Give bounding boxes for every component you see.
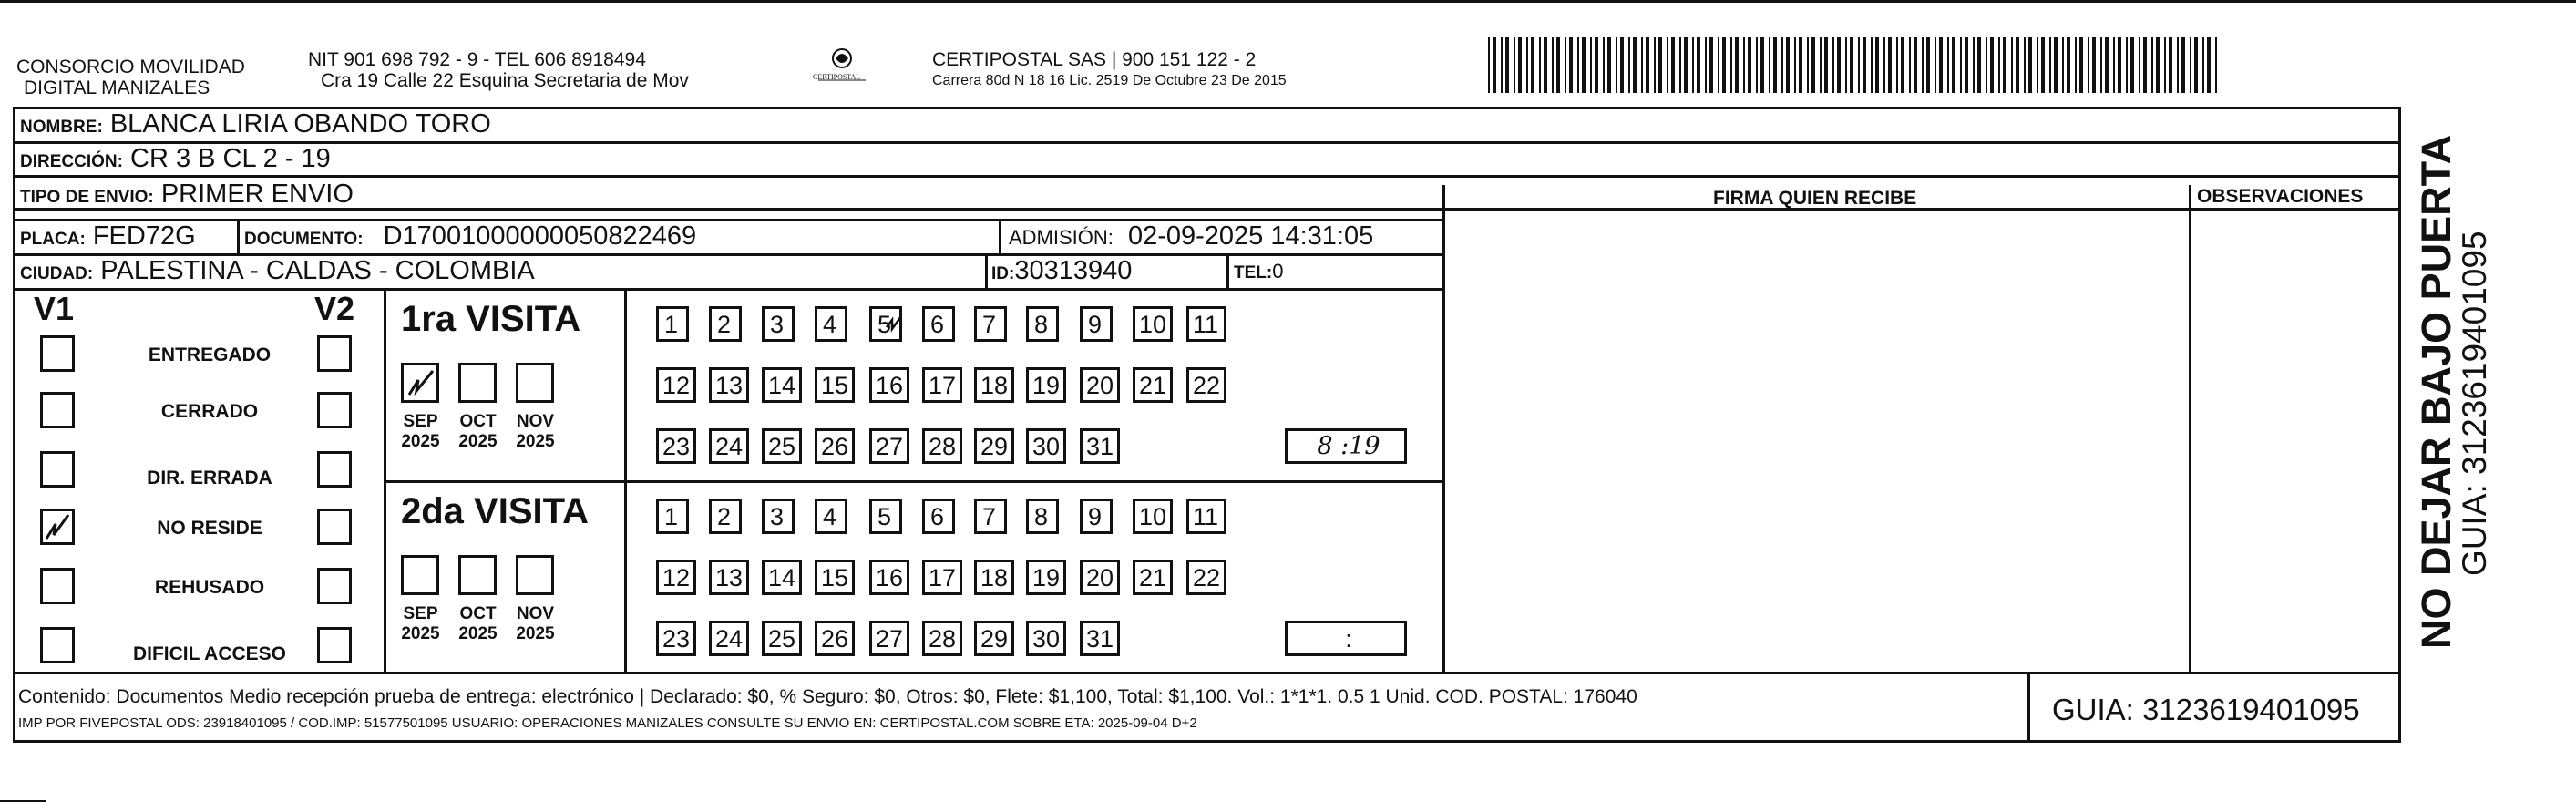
admision-label: ADMISIÓN: [1009,226,1114,249]
direccion-label: DIRECCIÓN: [20,152,123,171]
barcode-bar [1646,37,1649,93]
barcode-bar [1679,37,1681,93]
v2-checkbox-3[interactable] [317,509,352,545]
first-visit-month-label-nov [510,412,560,452]
tel-field [1234,260,1283,283]
tel-value: 0 [1272,260,1284,283]
second-visit-day-15[interactable]: 15 [815,560,855,595]
barcode-bar [1947,37,1949,93]
barcode-bar [2143,37,2147,93]
barcode-bar [1620,37,1624,93]
barcode-bar [1896,37,1898,93]
v2-checkbox-0[interactable] [317,335,352,372]
form-frame [13,107,2401,743]
month-name: SEP [403,604,438,623]
top-edge-line [0,0,2576,3]
second-visit-day-9[interactable]: 9 [1080,499,1113,534]
barcode-bar [1799,37,1802,93]
first-visit-day-28[interactable]: 28 [922,428,962,464]
tipo-label: TIPO DE ENVIO: [20,188,154,207]
first-visit-month-checkbox-sep[interactable] [401,363,439,403]
barcode-bar [1718,37,1719,93]
row-line-7 [13,672,2401,674]
documento-value: D17001000000050822469 [383,221,697,251]
first-visit-day-18[interactable]: 18 [974,367,1014,403]
first-visit-day-6[interactable]: 6 [922,306,955,342]
documento-label: DOCUMENTO: [244,230,364,249]
barcode-bar [1722,37,1726,93]
firma-header: FIRMA QUIEN RECIBE [1713,188,1917,209]
barcode-bar [1837,37,1841,93]
second-visit-day-11[interactable]: 11 [1186,499,1226,534]
certipostal-logo-icon [815,46,869,93]
col-line-id [985,253,988,290]
check-mark-icon [43,511,72,542]
barcode-bar [2207,37,2211,93]
barcode-bar [1990,37,1994,93]
barcode-bar [2054,37,2058,93]
col-line-guia [2027,672,2030,743]
v1-checkbox-2[interactable] [40,451,75,488]
month-name: SEP [403,412,438,431]
barcode-bar [2024,37,2026,93]
v2-header: V2 [314,290,355,327]
barcode-bar [1544,37,1547,93]
second-visit-day-7[interactable]: 7 [974,499,1007,534]
barcode-bar [2130,37,2134,93]
barcode-bar [1501,37,1503,93]
second-visit-month-checkbox-nov[interactable] [516,555,554,595]
second-visit-day-21[interactable]: 21 [1133,560,1173,595]
certipostal-address: Carrera 80d N 18 16 Lic. 2519 De Octubre 23 De 2015 [932,73,1287,88]
barcode-bar [1811,37,1815,93]
barcode-bar [1986,37,1987,93]
second-visit-time-field[interactable]: : [1285,621,1407,656]
side-warning: NO DEJAR BAJO PUERTA [2413,134,2459,649]
status-label-2: DIR. ERRADA [147,468,272,488]
barcode-bar [1531,37,1534,93]
first-visit-day-20[interactable]: 20 [1080,367,1120,403]
first-visit-day-16[interactable]: 16 [869,367,909,403]
col-line-tel [1226,253,1229,290]
first-visit-day-3[interactable]: 3 [762,306,795,342]
footer-guia: GUIA: 3123619401095 [2052,693,2360,726]
first-visit-day-4[interactable]: 4 [815,306,847,342]
first-visit-day-7[interactable]: 7 [974,306,1007,342]
first-visit-day-21[interactable]: 21 [1133,367,1173,403]
barcode-bar [1935,37,1936,93]
month-name: NOV [516,412,555,431]
barcode-bar [2079,37,2083,93]
footer-line2: IMP POR FIVEPOSTAL ODS: 23918401095 / COD.IMP: 51577501095 USUARIO: OPERACIONES MANIZALES CONSULTE SU ENVIO EN: CERTIPOSTAL.COM SOBRE ETA: 2025-09-04 D+2 [18,715,1197,731]
barcode-bar [1748,37,1751,93]
v2-checkbox-4[interactable] [317,568,352,604]
first-visit-day-26[interactable]: 26 [815,428,855,464]
second-visit-day-1[interactable]: 1 [656,499,689,534]
barcode-bar [1697,37,1700,93]
id-field [991,256,1132,286]
barcode-bar [1641,37,1643,93]
barcode-bar [2003,37,2006,93]
second-visit-day-4[interactable]: 4 [815,499,847,534]
ciudad-value: PALESTINA - CALDAS - COLOMBIA [100,256,535,285]
second-visit-day-3[interactable]: 3 [762,499,795,534]
company-name [16,57,245,98]
barcode-bar [1518,37,1522,93]
ciudad-label: CIUDAD: [20,264,94,283]
second-visit-day-18[interactable]: 18 [974,560,1014,595]
barcode-bar [1850,37,1853,93]
admision-field [1009,221,1373,252]
barcode-bar [2190,37,2191,93]
barcode-bar [1526,37,1528,93]
nombre-label: NOMBRE: [20,118,103,137]
barcode-bar [1977,37,1981,93]
first-visit-day-15[interactable]: 15 [815,367,855,403]
barcode-bar [1845,37,1847,93]
barcode-bar [1633,37,1637,93]
barcode-bar [1654,37,1656,93]
barcode-bar [2041,37,2045,93]
barcode-bar [1582,37,1586,93]
tel-label: TEL: [1234,263,1273,283]
barcode-bar [2062,37,2064,93]
placa-label: PLACA: [20,230,86,249]
barcode-bar [1883,37,1885,93]
first-visit-day-22[interactable]: 22 [1186,367,1226,403]
barcode-bar [1832,37,1834,93]
second-visit-day-2[interactable]: 2 [709,499,742,534]
barcode-bar [1552,37,1554,93]
barcode-bar [1939,37,1943,93]
barcode-bar [2075,37,2077,93]
barcode-bar [1607,37,1611,93]
second-visit-day-12[interactable]: 12 [656,560,696,595]
barcode-bar [2139,37,2140,93]
direccion-field [20,144,331,174]
month-year: 2025 [516,624,555,643]
barcode-bar [1781,37,1783,93]
barcode-bar [2169,37,2172,93]
v1-checkbox-3[interactable] [40,509,75,545]
certipostal-name: CERTIPOSTAL SAS | 900 151 122 - 2 [932,49,1257,70]
second-visit-day-13[interactable]: 13 [709,560,749,595]
barcode-bar [2067,37,2070,93]
second-visit-day-22[interactable]: 22 [1186,560,1226,595]
first-visit-day-11[interactable]: 11 [1186,306,1226,342]
check-mark-icon [885,314,903,333]
barcode-bar [1616,37,1617,93]
barcode-bar [1743,37,1745,93]
barcode-bar [1909,37,1911,93]
col-line-placa [237,219,240,255]
barcode-bar [2181,37,2185,93]
barcode-bar [1756,37,1758,93]
status-label-1: CERRADO [160,401,259,422]
barcode-bar [1569,37,1573,93]
first-visit-day-14[interactable]: 14 [762,367,802,403]
barcode-bar [1603,37,1605,93]
second-visit-day-14[interactable]: 14 [762,560,802,595]
barcode-bar [1628,37,1630,93]
first-visit-month-label-oct [453,412,503,452]
barcode-bar [1692,37,1694,93]
barcode-bar [2215,37,2217,93]
side-guia: GUIA: 3123619401095 [2456,231,2493,576]
status-label-3: NO RESIDE [157,518,262,539]
barcode-bar [1565,37,1566,93]
month-year: 2025 [516,432,555,451]
barcode-bar [2113,37,2115,93]
status-label-0: ENTREGADO [148,344,272,365]
barcode-bar [1493,37,1496,93]
barcode-bar [1760,37,1764,93]
barcode-bar [1794,37,1796,93]
first-visit-title: 1ra VISITA [401,299,581,339]
barcode-bar [2105,37,2109,93]
visit-divider [384,480,1443,483]
second-visit-day-25[interactable]: 25 [762,621,802,656]
barcode-bar [2202,37,2204,93]
company-line2: DIGITAL MANIZALES [24,77,210,98]
barcode-bar [1773,37,1777,93]
second-visit-day-31[interactable]: 31 [1080,621,1120,656]
company-contact [308,49,689,91]
first-visit-month-label-sep [395,412,446,452]
barcode-bar [1684,37,1688,93]
first-visit-day-24[interactable]: 24 [709,428,749,464]
first-visit-day-25[interactable]: 25 [762,428,802,464]
company-address: Cra 19 Calle 22 Esquina Secretaria de Mov [321,70,689,91]
barcode-bar [1556,37,1560,93]
col-line-observ [2189,185,2191,674]
barcode-bar [1705,37,1707,93]
barcode-bar [2037,37,2038,93]
first-visit-time-field[interactable]: 8 :19 [1285,428,1407,464]
placa-field [20,221,196,252]
barcode-bar [1875,37,1879,93]
barcode-bar [2092,37,2096,93]
first-visit-day-10[interactable]: 10 [1133,306,1173,342]
barcode-bar [1667,37,1668,93]
barcode-image [1488,37,2221,93]
barcode-bar [2118,37,2121,93]
barcode-bar [1735,37,1739,93]
barcode-bar [1858,37,1860,93]
first-visit-day-27[interactable]: 27 [869,428,909,464]
company-line1: CONSORCIO MOVILIDAD [16,57,245,77]
col-line-admision [999,219,1001,255]
barcode-bar [1952,37,1955,93]
col-line-status [384,288,386,673]
tipo-value: PRIMER ENVIO [160,180,354,209]
first-visit-day-31[interactable]: 31 [1080,428,1120,464]
barcode-bar [1888,37,1892,93]
first-visit-month-checkbox-oct[interactable] [458,363,497,403]
logo-text: CERTIPOSTAL [813,73,861,81]
v1-header: V1 [34,290,75,327]
nombre-value: BLANCA LIRIA OBANDO TORO [109,109,491,139]
v1-checkbox-4[interactable] [40,568,75,604]
barcode-bar [1709,37,1713,93]
tipo-field [20,180,354,210]
second-visit-title: 2da VISITA [401,491,589,531]
barcode [1488,37,2221,93]
v2-checkbox-1[interactable] [317,392,352,428]
barcode-bar [2151,37,2153,93]
first-visit-day-1[interactable]: 1 [656,306,689,342]
month-year: 2025 [458,624,498,643]
status-label-5: DIFICIL ACCESO [132,643,286,664]
second-visit-day-5[interactable]: 5 [869,499,902,534]
barcode-bar [1514,37,1515,93]
barcode-bar [2016,37,2019,93]
barcode-bar [1871,37,1873,93]
barcode-bar [1926,37,1930,93]
first-visit-day-30[interactable]: 30 [1026,428,1066,464]
barcode-bar [2028,37,2032,93]
nombre-field [20,109,491,139]
barcode-bar [1595,37,1598,93]
month-name: OCT [459,412,497,431]
firma-row-line [1442,208,2401,211]
v1-checkbox-0[interactable] [40,335,75,372]
row-line-2 [13,175,2401,178]
second-visit-day-17[interactable]: 17 [922,560,962,595]
barcode-bar [1960,37,1962,93]
barcode-bar [2011,37,2013,93]
barcode-bar [1730,37,1732,93]
documento-field [244,221,696,252]
barcode-bar [1590,37,1592,93]
second-visit-day-29[interactable]: 29 [974,621,1014,656]
barcode-bar [1505,37,1509,93]
check-mark-icon [404,365,436,400]
row-line-1 [13,141,2401,144]
v1-checkbox-5[interactable] [40,627,75,663]
first-visit-day-13[interactable]: 13 [709,367,749,403]
barcode-bar [2126,37,2128,93]
first-visit-day-23[interactable]: 23 [656,428,696,464]
second-visit-day-6[interactable]: 6 [922,499,955,534]
second-visit-day-19[interactable]: 19 [1026,560,1066,595]
barcode-bar [1965,37,1968,93]
month-year: 2025 [458,432,498,451]
second-visit-month-label-sep [395,604,446,644]
footer-line1: Contenido: Documentos Medio recepción prueba de entrega: electrónico | Declarado: $0, % Seguro: $0, Otros: $0, Flete: $1,100, Total: $1,100. Vol.: 1*1*1. 0.5 1 Unid. COD. POSTAL: 176040 [18,686,1637,707]
v2-checkbox-5[interactable] [317,627,352,663]
second-visit-day-10[interactable]: 10 [1133,499,1173,534]
status-label-4: REHUSADO [154,577,265,598]
barcode-bar [1671,37,1675,93]
second-visit-day-24[interactable]: 24 [709,621,749,656]
first-visit-day-8[interactable]: 8 [1026,306,1059,342]
second-visit-month-checkbox-sep[interactable] [401,555,439,595]
placa-value: FED72G [92,221,196,251]
first-visit-day-12[interactable]: 12 [656,367,696,403]
certipostal-logo [815,46,869,93]
second-visit-day-8[interactable]: 8 [1026,499,1059,534]
id-value: 30313940 [1014,256,1133,285]
col-line-firma [1442,185,1445,674]
second-visit-day-28[interactable]: 28 [922,621,962,656]
barcode-bar [1769,37,1770,93]
v1-checkbox-1[interactable] [40,392,75,428]
first-visit-month-checkbox-nov[interactable] [516,363,554,403]
barcode-bar [2088,37,2089,93]
barcode-bar [1658,37,1662,93]
first-visit-day-9[interactable]: 9 [1080,306,1113,342]
second-visit-day-30[interactable]: 30 [1026,621,1066,656]
barcode-bar [2100,37,2102,93]
barcode-bar [1922,37,1924,93]
certipostal-info [932,49,1287,91]
month-year: 2025 [401,432,440,451]
barcode-bar [2194,37,2198,93]
second-visit-day-16[interactable]: 16 [869,560,909,595]
direccion-value: CR 3 B CL 2 - 19 [130,144,331,173]
first-visit-day-19[interactable]: 19 [1026,367,1066,403]
first-visit-day-5[interactable]: 5 [869,306,902,342]
barcode-bar [2049,37,2051,93]
second-visit-day-20[interactable]: 20 [1080,560,1120,595]
barcode-bar [1488,37,1490,93]
barcode-bar [1820,37,1822,93]
barcode-bar [1786,37,1790,93]
first-visit-day-17[interactable]: 17 [922,367,962,403]
first-visit-day-29[interactable]: 29 [974,428,1014,464]
observaciones-header: OBSERVACIONES [2197,186,2364,207]
barcode-bar [1863,37,1866,93]
company-nit: NIT 901 698 792 - 9 - TEL 606 8918494 [308,49,646,70]
month-name: OCT [459,604,497,623]
barcode-bar [1539,37,1541,93]
barcode-bar [1824,37,1828,93]
month-name: NOV [516,604,555,623]
barcode-bar [2156,37,2160,93]
barcode-bar [1577,37,1579,93]
ciudad-field [20,256,535,286]
barcode-bar [1901,37,1904,93]
id-label: ID: [991,264,1015,283]
barcode-bar [1998,37,2000,93]
barcode-bar [1914,37,1917,93]
barcode-bar [2177,37,2179,93]
barcode-bar [2164,37,2166,93]
admision-value: 02-09-2025 14:31:05 [1127,221,1374,251]
month-year: 2025 [401,624,440,643]
second-visit-day-27[interactable]: 27 [869,621,909,656]
first-visit-day-2[interactable]: 2 [709,306,742,342]
second-visit-day-26[interactable]: 26 [815,621,855,656]
second-visit-month-label-nov [510,604,560,644]
col-line-visit [624,288,627,673]
barcode-bar [1973,37,1975,93]
second-visit-month-label-oct [453,604,503,644]
barcode-bar [1807,37,1809,93]
second-visit-month-checkbox-oct[interactable] [458,555,497,595]
v2-checkbox-2[interactable] [317,451,352,488]
second-visit-day-23[interactable]: 23 [656,621,696,656]
